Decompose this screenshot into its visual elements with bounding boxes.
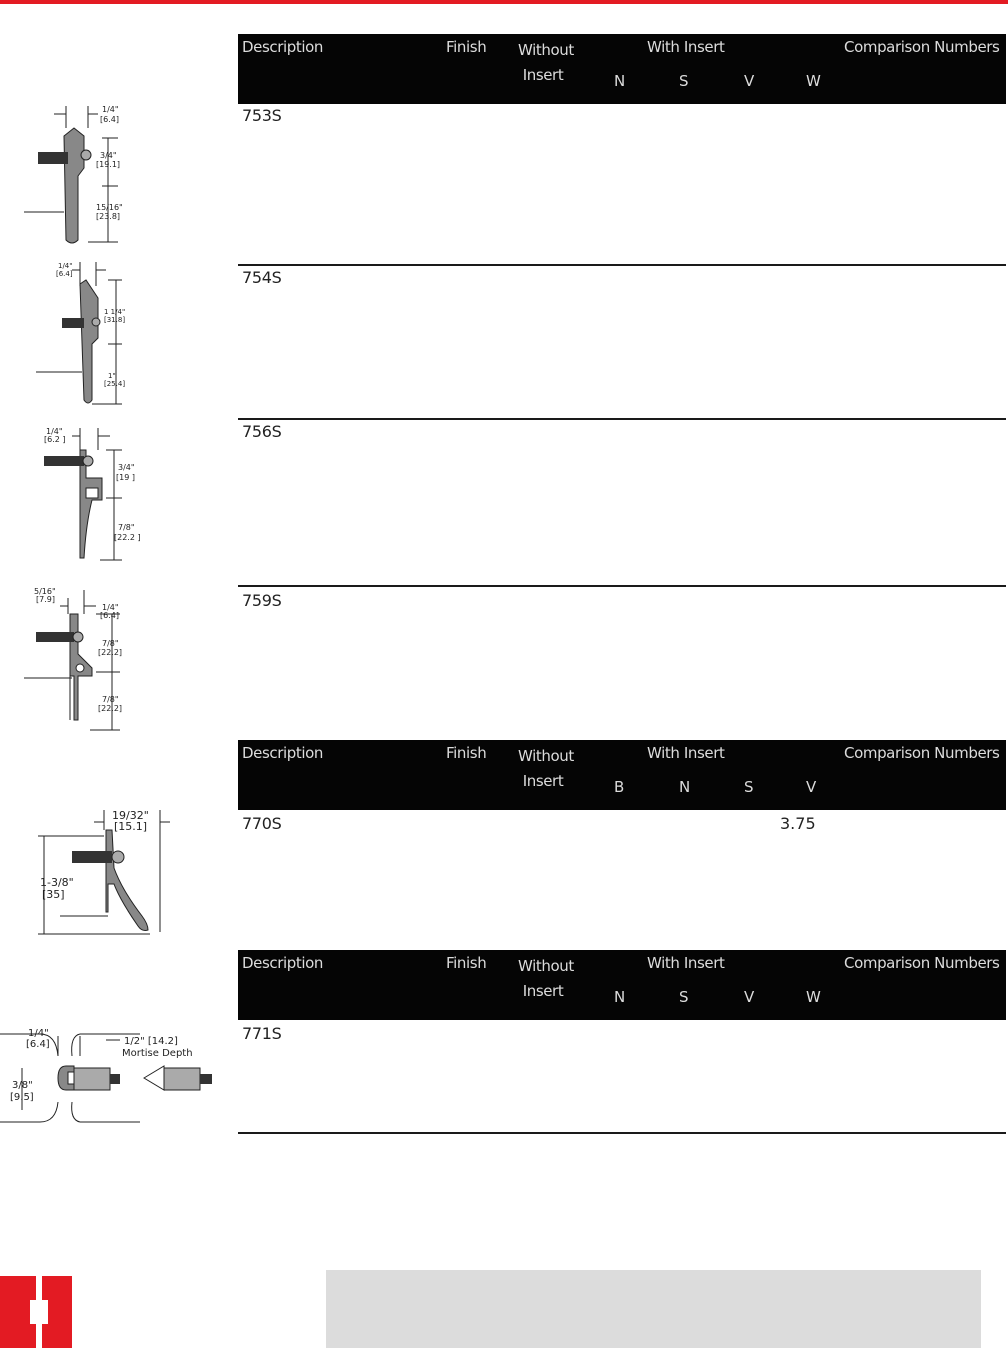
- svg-text:7/8": 7/8": [102, 695, 119, 704]
- svg-text:1-3/8": 1-3/8": [40, 876, 74, 889]
- header-finish: Finish: [446, 954, 487, 972]
- header-with-insert: With Insert: [647, 744, 725, 762]
- svg-text:[15.1]: [15.1]: [114, 820, 148, 833]
- top-accent-bar: [0, 0, 1008, 4]
- row-divider: [238, 418, 1006, 420]
- profile-diagram-754s: [0, 258, 200, 410]
- product-code: 756S: [242, 422, 282, 441]
- svg-text:[19.1]: [19.1]: [96, 160, 121, 169]
- header-sub: S: [679, 988, 689, 1006]
- svg-text:[23.8]: [23.8]: [96, 212, 121, 221]
- header-description: Description: [242, 954, 324, 972]
- header-without-insert: Without Insert: [518, 747, 574, 790]
- svg-text:1": 1": [108, 372, 116, 380]
- row-divider: [238, 1132, 1006, 1134]
- svg-text:[9.5]: [9.5]: [10, 1092, 34, 1103]
- header-sub: V: [806, 778, 816, 796]
- profile-diagram-756s: [0, 424, 200, 564]
- product-code: 771S: [242, 1024, 282, 1043]
- product-code: 753S: [242, 106, 282, 125]
- svg-text:[6.4]: [6.4]: [100, 611, 119, 620]
- header-finish: Finish: [446, 744, 487, 762]
- svg-text:[7.9]: [7.9]: [36, 595, 55, 604]
- svg-text:1/2" [14.2]: 1/2" [14.2]: [124, 1036, 178, 1047]
- product-code: 754S: [242, 268, 282, 287]
- profile-diagram-770s: [0, 806, 200, 940]
- header-sub: V: [744, 988, 754, 1006]
- svg-text:[22.2 ]: [22.2 ]: [114, 533, 141, 542]
- price-value: 3.75: [780, 814, 816, 833]
- svg-text:7/8": 7/8": [102, 639, 119, 648]
- svg-text:1/4": 1/4": [46, 427, 63, 436]
- header-sub: S: [679, 72, 689, 90]
- product-code: 759S: [242, 591, 282, 610]
- svg-text:19/32": 19/32": [112, 809, 149, 822]
- header-sub: N: [679, 778, 690, 796]
- svg-text:[6.4]: [6.4]: [56, 270, 73, 278]
- svg-text:3/8": 3/8": [12, 1080, 33, 1091]
- brand-logo: [0, 1276, 72, 1348]
- row-divider: [238, 585, 1006, 587]
- svg-text:15/16": 15/16": [96, 203, 123, 212]
- svg-text:5/16": 5/16": [34, 587, 56, 596]
- header-sub: W: [806, 988, 821, 1006]
- header-finish: Finish: [446, 38, 487, 56]
- svg-text:1/4": 1/4": [102, 105, 119, 114]
- svg-text:3/4": 3/4": [118, 463, 135, 472]
- header-sub: N: [614, 988, 625, 1006]
- svg-text:[31.8]: [31.8]: [104, 316, 126, 324]
- header-sub: S: [744, 778, 754, 796]
- product-code: 770S: [242, 814, 282, 833]
- svg-text:1 1/4": 1 1/4": [104, 308, 126, 316]
- row-divider: [238, 264, 1006, 266]
- profile-diagram-753s: [0, 100, 200, 252]
- svg-text:[35]: [35]: [42, 888, 65, 901]
- svg-text:1/4": 1/4": [58, 262, 73, 270]
- profile-diagram-759s: [0, 584, 200, 734]
- svg-text:[6.2 ]: [6.2 ]: [44, 435, 66, 444]
- header-with-insert: With Insert: [647, 954, 725, 972]
- svg-text:3/4": 3/4": [100, 151, 117, 160]
- table-header: [238, 950, 1006, 1020]
- header-sub: N: [614, 72, 625, 90]
- header-comparison-numbers: Comparison Numbers: [844, 744, 1000, 762]
- header-description: Description: [242, 38, 324, 56]
- svg-text:7/8": 7/8": [118, 523, 135, 532]
- svg-text:[22.2]: [22.2]: [98, 704, 123, 713]
- svg-text:[6.4]: [6.4]: [100, 115, 119, 124]
- header-without-insert: Without Insert: [518, 41, 574, 84]
- footer-box: [326, 1270, 981, 1348]
- header-description: Description: [242, 744, 324, 762]
- header-with-insert: With Insert: [647, 38, 725, 56]
- svg-text:[22.2]: [22.2]: [98, 648, 123, 657]
- profile-diagram-771s: [0, 1026, 220, 1130]
- svg-text:[6.4]: [6.4]: [26, 1039, 50, 1050]
- svg-text:[25.4]: [25.4]: [104, 380, 126, 388]
- svg-text:1/4": 1/4": [102, 603, 119, 612]
- header-comparison-numbers: Comparison Numbers: [844, 954, 1000, 972]
- table-header: [238, 34, 1006, 104]
- header-sub: W: [806, 72, 821, 90]
- header-without-insert: Without Insert: [518, 957, 574, 1000]
- header-comparison-numbers: Comparison Numbers: [844, 38, 1000, 56]
- svg-text:Mortise Depth: Mortise Depth: [122, 1048, 193, 1059]
- table-header: [238, 740, 1006, 810]
- svg-text:[19 ]: [19 ]: [116, 473, 135, 482]
- header-sub: V: [744, 72, 754, 90]
- svg-text:1/4": 1/4": [28, 1028, 49, 1039]
- header-sub: B: [614, 778, 624, 796]
